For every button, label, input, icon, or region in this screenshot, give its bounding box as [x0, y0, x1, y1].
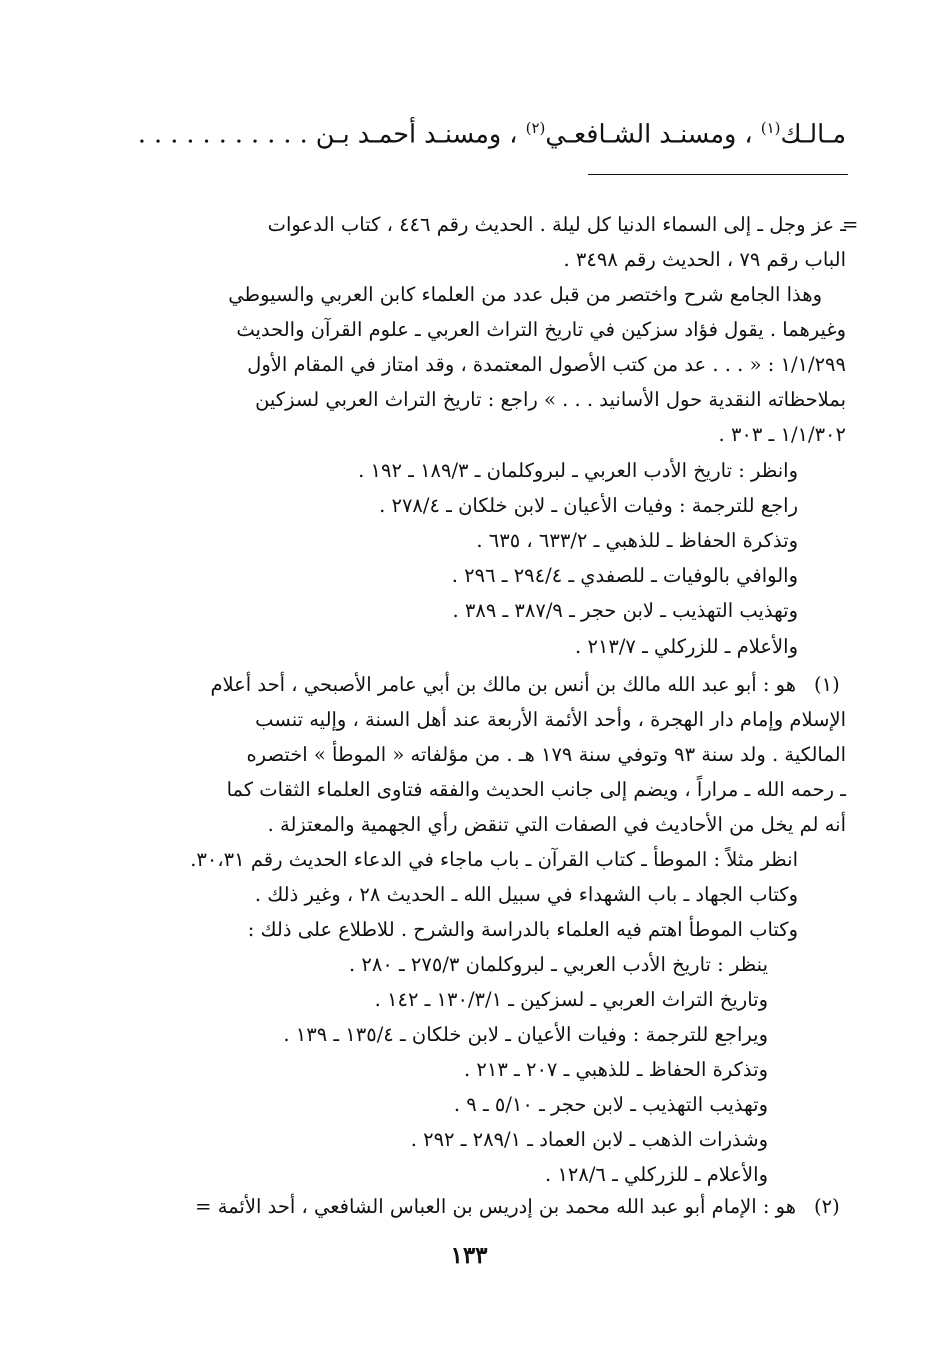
header-footnote-ref-2: (٢) — [525, 119, 546, 137]
reference-line: وكتاب الموطأ اهتم فيه العلماء بالدراسة والشرح . للاطلاع على ذلك : — [247, 918, 798, 941]
reference-line: وتهذيب التهذيب ـ لابن حجر ـ ٣٨٧/٩ ـ ٣٨٩ . — [452, 599, 798, 622]
footnote-line: وهذا الجامع شرح واختصر من قبل عدد من العلماء كابن العربي والسيوطي — [228, 283, 822, 306]
footnote-marker-2: (٢) — [814, 1195, 840, 1218]
footnote-1-line: أنه لم يخل من الأحاديث في الصفات التي تنقض رأي الجهمية والمعتزلة . — [267, 813, 846, 836]
reference-line: راجع للترجمة : وفيات الأعيان ـ لابن خلكان ـ ٢٧٨/٤ . — [379, 494, 798, 517]
header-malik: مـالـك — [780, 118, 846, 149]
page-number: ١٣٣ — [450, 1242, 488, 1269]
reference-line: ينظر : تاريخ الأدب العربي ـ لبروكلمان ٢٧٥/٣ ـ ٢٨٠ . — [348, 953, 768, 976]
footnote-1-line: الإسلام وإمام دار الهجرة ، وأحد الأئمة الأربعة عند أهل السنة ، وإليه تنسب — [255, 708, 846, 731]
footnote-marker-1: (١) — [814, 673, 840, 696]
footnote-2-line: هو : الإمام أبو عبد الله محمد بن إدريس بن العباس الشافعي ، أحد الأئمة = — [195, 1195, 796, 1218]
footnote-line: ١/١/٣٠٢ ـ ٣٠٣ . — [718, 423, 846, 446]
footnote-line: بملاحظاته النقدية حول الأسانيد . . . » راجع : تاريخ التراث العربي لسزكين — [255, 388, 846, 411]
reference-line: وتهذيب التهذيب ـ لابن حجر ـ ٥/١٠ ـ ٩ . — [453, 1093, 768, 1116]
reference-line: وتاريخ التراث العربي ـ لسزكين ـ ١٣٠/٣/١ ـ ١٤٢ . — [374, 988, 768, 1011]
reference-line: وشذرات الذهب ـ لابن العماد ـ ٢٨٩/١ ـ ٢٩٢ . — [410, 1128, 768, 1151]
header-shafii: ، ومسنـد الشـافعـي — [545, 118, 761, 149]
continuation-marker: = — [842, 213, 859, 236]
reference-line: وتذكرة الحفاظ ـ للذهبي ـ ٢٠٧ ـ ٢١٣ . — [464, 1058, 768, 1081]
reference-line: وانظر : تاريخ الأدب العربي ـ لبروكلمان ـ ١٨٩/٣ ـ ١٩٢ . — [358, 459, 798, 482]
header-ahmad: ، ومسنـد أحمـد بـن . . . . . . . . . . . — [137, 118, 526, 149]
footnote-line: ـ عز وجل ـ إلى السماء الدنيا كل ليلة . الحديث رقم ٤٤٦ ، كتاب الدعوات — [267, 213, 846, 236]
footnote-1-line: ـ رحمه الله ـ مراراً ، ويضم إلى جانب الحديث والفقه فتاوى العلماء الثقات كما — [226, 778, 846, 801]
reference-line: والأعلام ـ للزركلي ـ ١٢٨/٦ . — [545, 1163, 768, 1186]
footnote-line: وغيرهما . يقول فؤاد سزكين في تاريخ التراث العربي ـ علوم القرآن والحديث — [236, 318, 846, 341]
header-footnote-ref-1: (١) — [760, 119, 781, 137]
footnote-1-line: هو : أبو عبد الله مالك بن أنس بن مالك بن أبي عامر الأصبحي ، أحد أعلام — [210, 673, 796, 696]
footnote-1-line: المالكية . ولد سنة ٩٣ وتوفي سنة ١٧٩ هـ . من مؤلفاته « الموطأ » اختصره — [246, 743, 846, 766]
running-header — [137, 108, 846, 153]
reference-line: انظر مثلاً : الموطأ ـ كتاب القرآن ـ باب ماجاء في الدعاء الحديث رقم ٣٠،٣١. — [190, 848, 798, 871]
footnote-line: ١/١/٢٩٩ : « . . . عد من كتب الأصول المعتمدة ، وقد امتاز في المقام الأول — [247, 353, 846, 376]
reference-line: ويراجع للترجمة : وفيات الأعيان ـ لابن خلكان ـ ١٣٥/٤ ـ ١٣٩ . — [283, 1023, 768, 1046]
reference-line: والوافي بالوفيات ـ للصفدي ـ ٢٩٤/٤ ـ ٢٩٦ . — [451, 564, 798, 587]
reference-line: وتذكرة الحفاظ ـ للذهبي ـ ٦٣٣/٢ ، ٦٣٥ . — [476, 529, 798, 552]
reference-line: وكتاب الجهاد ـ باب الشهداء في سبيل الله ـ الحديث ٢٨ ، وغير ذلك . — [254, 883, 798, 906]
header-rule — [588, 174, 848, 175]
footnote-line: الباب رقم ٧٩ ، الحديث رقم ٣٤٩٨ . — [563, 248, 846, 271]
reference-line: والأعلام ـ للزركلي ـ ٢١٣/٧ . — [575, 635, 798, 658]
